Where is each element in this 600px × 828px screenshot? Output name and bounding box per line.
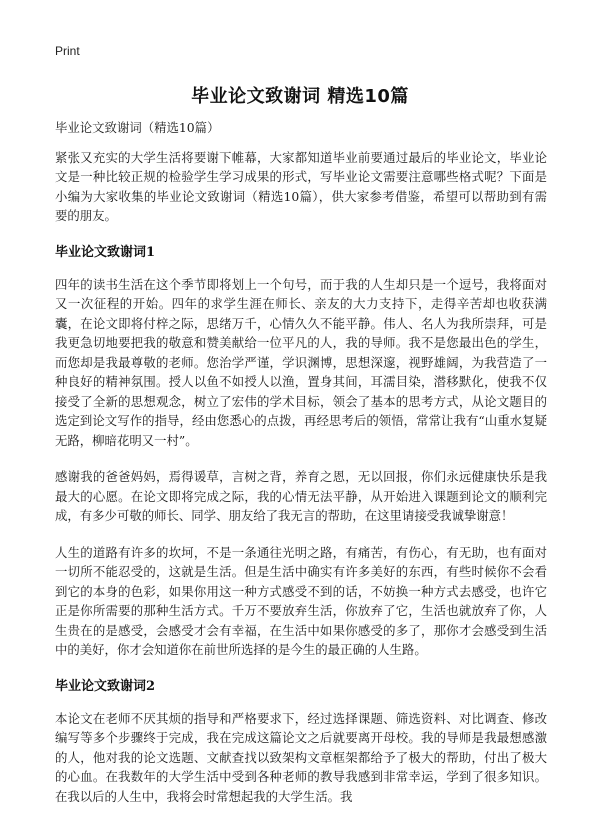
document-subtitle: 毕业论文致谢词（精选10篇） bbox=[55, 120, 220, 135]
section-heading-1: 毕业论文致谢词1 bbox=[55, 244, 156, 260]
section-1-paragraph-2: 感谢我的爸爸妈妈，焉得谖草，言树之背，养育之恩，无以回报，你们永远健康快乐是我最大的心愿。在论文即将完成之际，我的心情无法平静，从开始进入课题到论文的顺利完成，有多少可敬的师长、同学、朋友给了我无言的帮助，在这里请接受我诚挚谢意！ bbox=[55, 469, 547, 523]
intro-paragraph: 紧张又充实的大学生活将要谢下帷幕，大家都知道毕业前要通过最后的毕业论文，毕业论文是一种比较正规的检验学生学习成果的形式，写毕业论文需要注意哪些格式呢？下面是小编为大家收集的毕业论文致谢词（精选10篇），供大家参考借鉴，希望可以帮助到有需要的朋友。 bbox=[55, 149, 547, 223]
section-heading-2: 毕业论文致谢词2 bbox=[55, 678, 156, 694]
section-2-paragraph-1: 本论文在老师不厌其烦的指导和严格要求下，经过选择课题、筛选资料、对比调查、修改编写等多个步骤终于完成，我在完成这篇论文之后就要离开母校。我的导师是我最想感激的人，他对我的论文选题、文献查找以致架构文章框架都给予了极大的帮助，付出了极大的心血。在我数年的大学生活中受到各种老师的教导我感到非常幸运，学到了很多知识。在我以后的人生中，我将会时常想起我的大学生活。我 bbox=[55, 710, 547, 804]
page-title: 毕业论文致谢词 精选10篇 bbox=[191, 86, 409, 107]
section-1-paragraph-3: 人生的道路有许多的坎坷，不是一条通往光明之路，有痛苦，有伤心，有无助，也有面对一切所不能忍受的，这就是生活。但是生活中确实有许多美好的东西，有些时候你不会看到它的本身的色彩，如果你用这一种方式感受不到的话，不妨换一种方式去感受，也许它正是你所需要的那种生活方式。千万不要放弃生活，你放弃了它，生活也就放弃了你，人生贵在的是感受，会感受才会有幸福，在生活中如果你感受的多了，那你才会感受到生活中的美好，你才会知道你在前世所选择的是今生的最正确的人生路。 bbox=[55, 544, 547, 657]
print-link[interactable]: Print bbox=[55, 44, 80, 58]
document-body bbox=[55, 118, 547, 823]
section-1-paragraph-1: 四年的读书生活在这个季节即将划上一个句号，而于我的人生却只是一个逗号，我将面对又一次征程的开始。四年的求学生涯在师长、亲友的大力支持下，走得辛苦却也收获满囊，在论文即将付梓之际，思绪万千，心情久久不能平静。伟人、名人为我所崇拜，可是我更急切地要把我的敬意和赞美献给一位平凡的人，我的导师。我不是您最出色的学生，而您却是我最尊敬的老师。您治学严谨，学识渊博，思想深邃，视野雄阔，为我营造了一种良好的精神氛围。授人以鱼不如授人以渔，置身其间，耳濡目染，潜移默化，使我不仅接受了全新的思想观念，树立了宏伟的学术目标，领会了基本的思考方式，从论文题目的选定到论文写作的指导，经由您悉心的点拨，再经思考后的领悟，常常让我有“山重水复疑无路，柳暗花明又一村”。 bbox=[55, 276, 547, 448]
